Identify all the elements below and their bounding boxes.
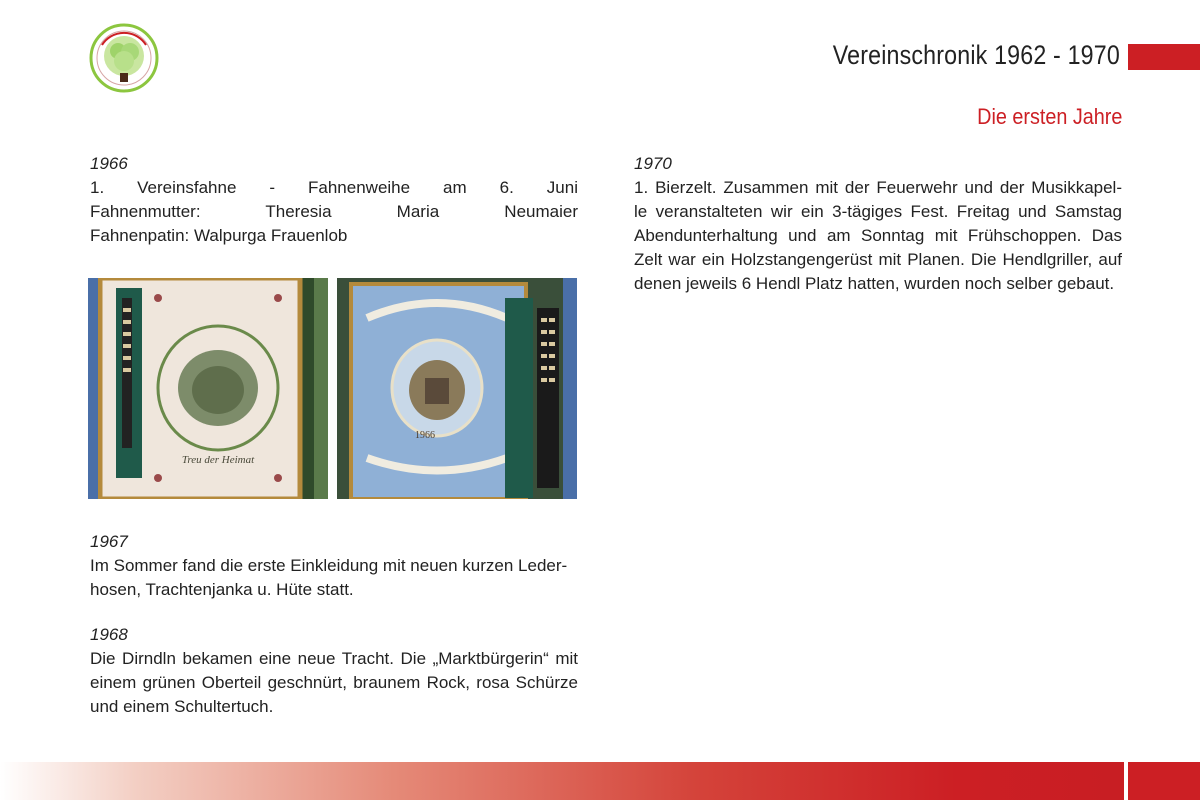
entry-1966 bbox=[90, 152, 578, 248]
entry-text-line: einem grünen Oberteil geschnürt, braunem Rock, rosa Schürze bbox=[90, 673, 578, 692]
flag-front-photo bbox=[88, 278, 328, 499]
entry-text-line: 1. Vereinsfahne - Fahnenweihe am 6. Juni bbox=[90, 178, 578, 197]
entry-text-line: und einem Schultertuch. bbox=[90, 697, 274, 716]
entry-text-line: Im Sommer fand die erste Einkleidung mit neuen kurzen Leder- bbox=[90, 556, 568, 575]
entry-1970 bbox=[634, 152, 1122, 296]
club-logo bbox=[88, 23, 160, 93]
entry-1967 bbox=[90, 530, 578, 602]
flag-back-year: 1966 bbox=[415, 430, 435, 441]
entry-text-line: 1. Bierzelt. Zusammen mit der Feuerwehr und der Musikkapel- bbox=[634, 178, 1122, 197]
flag-front-inscription: Treu der Heimat bbox=[181, 454, 255, 466]
entry-text-line: denen jeweils 6 Hendl Platz hatten, wurden noch selber gebaut. bbox=[634, 274, 1115, 293]
title-accent-bar bbox=[1128, 44, 1200, 70]
entry-year: 1970 bbox=[634, 154, 672, 173]
entry-text-line: Die Dirndln bekamen eine neue Tracht. Die „Marktbürgerin“ mit bbox=[90, 649, 578, 668]
entry-year: 1966 bbox=[90, 154, 128, 173]
footer-gradient-bar bbox=[0, 762, 1124, 800]
entry-year: 1968 bbox=[90, 625, 128, 644]
footer-accent-block bbox=[1128, 762, 1200, 800]
page-subtitle: Die ersten Jahre bbox=[976, 104, 1122, 129]
entry-1968 bbox=[90, 623, 578, 719]
entry-text-line: le veranstalteten wir ein 3-tägiges Fest. Freitag und Samstag bbox=[634, 202, 1122, 221]
page-title: Vereinschronik 1962 - 1970 bbox=[832, 40, 1120, 70]
entry-year: 1967 bbox=[90, 532, 128, 551]
entry-text-line: Fahnenpatin: Walpurga Frauenlob bbox=[90, 226, 348, 245]
entry-text-line: Abendunterhaltung und am Sonntag mit Frühschoppen. Das bbox=[634, 226, 1122, 245]
flag-back-photo bbox=[337, 278, 577, 499]
entry-text-line: hosen, Trachtenjanka u. Hüte statt. bbox=[90, 580, 354, 599]
entry-text-line: Fahnenmutter: Theresia Maria Neumaier bbox=[90, 202, 578, 221]
entry-text-line: Zelt war ein Holzstangengerüst mit Planen. Die Hendlgriller, auf bbox=[634, 250, 1122, 269]
